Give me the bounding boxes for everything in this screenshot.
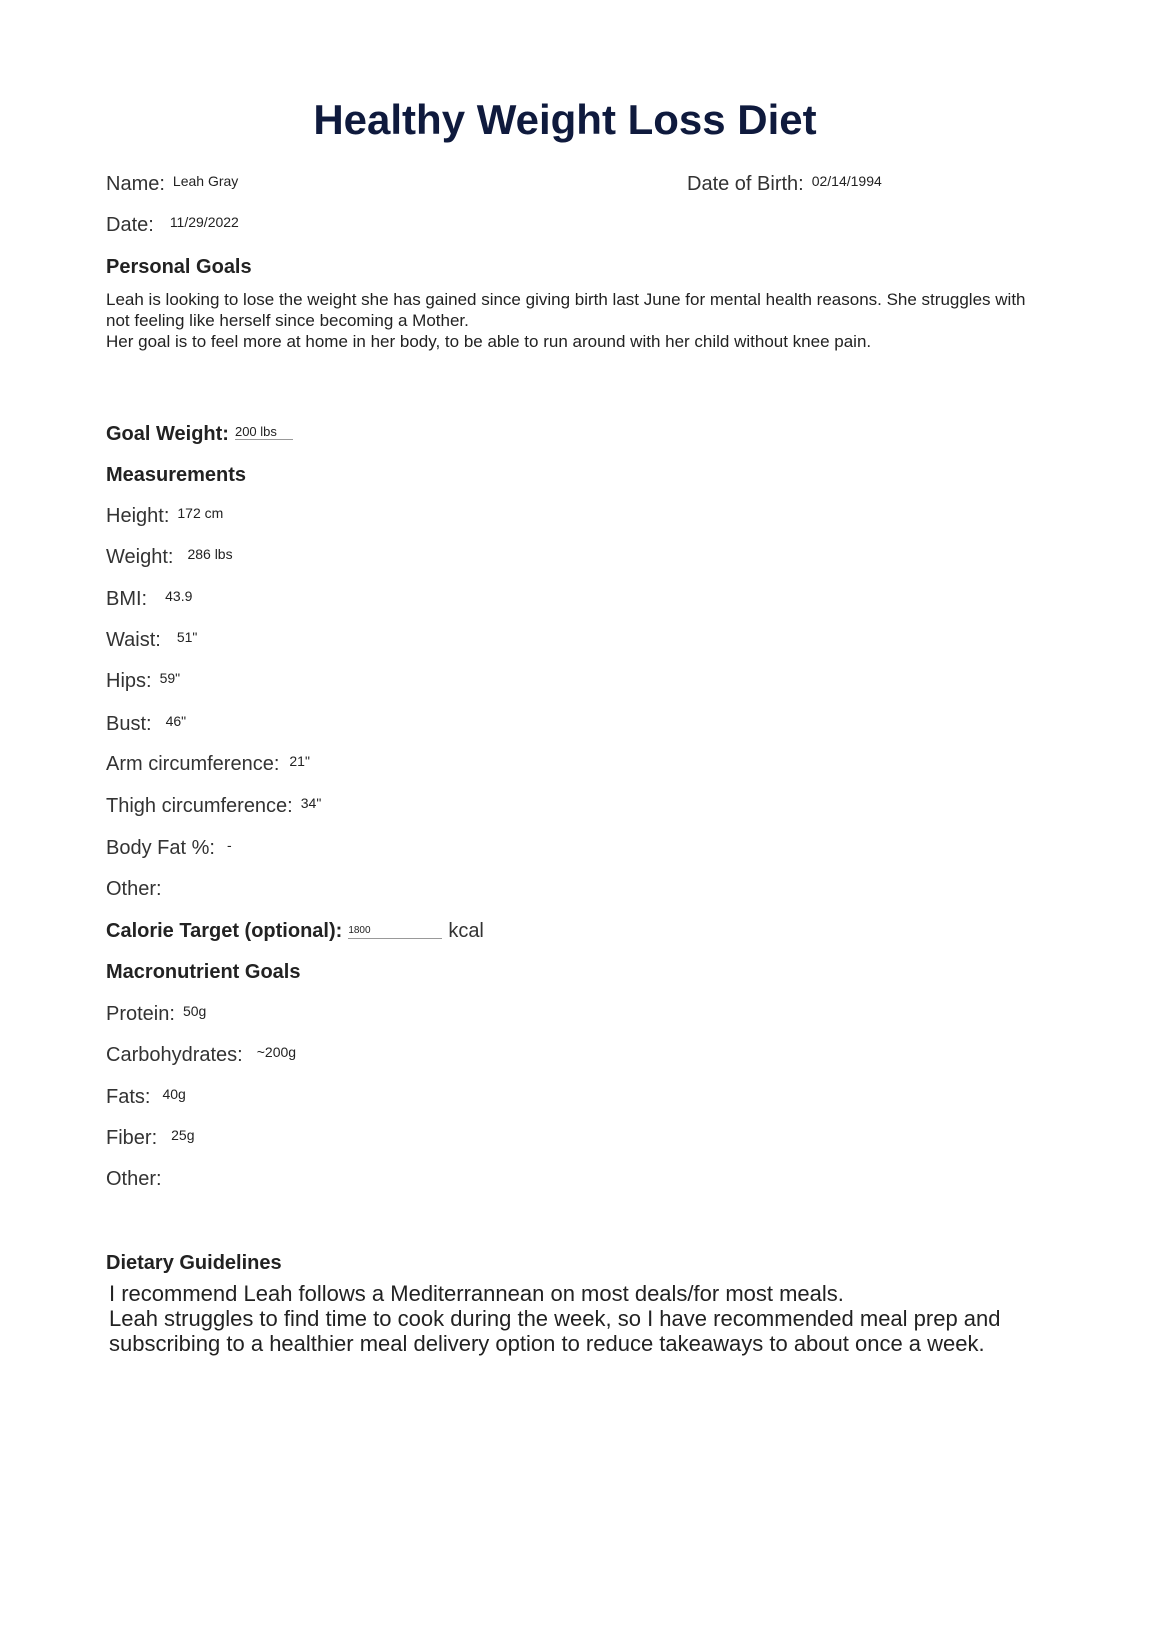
- measurement-label: Hips:: [106, 670, 152, 692]
- measurement-body-fat: [106, 837, 232, 860]
- personal-goals-line-1: Leah is looking to lose the weight she has gained since giving birth last June for mental health reasons. She struggles with not feeling like herself since becoming a Mother.: [106, 290, 1026, 330]
- measurement-weight: [106, 546, 233, 569]
- dietary-guidelines-line-2: Leah struggles to find time to cook during the week, so I have recommended meal prep and subscribing to a healthier meal delivery option to reduce takeaways to about once a week.: [109, 1306, 1001, 1356]
- measurement-label: Body Fat %:: [106, 837, 215, 859]
- personal-goals-heading: Personal Goals: [106, 256, 252, 278]
- macro-label: Fats:: [106, 1086, 151, 1108]
- page-title: Healthy Weight Loss Diet: [313, 96, 817, 143]
- measurement-height: [106, 505, 223, 528]
- measurement-value: 34": [300, 795, 322, 811]
- macro-value: 40g: [162, 1086, 186, 1102]
- measurement-bmi: [106, 588, 192, 611]
- name-value: Leah Gray: [172, 173, 239, 189]
- goal-weight-value: 200 lbs: [235, 425, 293, 440]
- calorie-target-label: Calorie Target (optional):: [106, 920, 343, 942]
- macro-protein: [106, 1003, 206, 1026]
- personal-goals-text: [106, 289, 1046, 352]
- dob-value: 02/14/1994: [811, 173, 882, 189]
- measurement-other: [106, 878, 170, 901]
- measurements-heading: Measurements: [106, 464, 247, 486]
- dietary-guidelines-line-1: I recommend Leah follows a Mediterrannean on most deals/for most meals.: [109, 1281, 844, 1306]
- measurement-value: 46": [165, 713, 187, 729]
- measurement-bust: [106, 713, 186, 736]
- measurement-value: 172 cm: [177, 505, 224, 521]
- dietary-guidelines-heading: Dietary Guidelines: [106, 1252, 282, 1274]
- goal-weight-label: Goal Weight:: [106, 423, 229, 445]
- measurement-value: 51": [176, 629, 198, 645]
- measurement-thigh: [106, 795, 321, 818]
- macro-label: Carbohydrates:: [106, 1044, 243, 1066]
- measurement-label: Other:: [106, 878, 162, 900]
- date-value: 11/29/2022: [169, 214, 239, 230]
- measurement-label: Thigh circumference:: [106, 795, 293, 817]
- measurement-value: -: [226, 837, 232, 853]
- measurement-label: Waist:: [106, 629, 161, 651]
- macro-value: 50g: [182, 1003, 207, 1019]
- calorie-unit: kcal: [448, 920, 484, 942]
- macro-value: 25g: [171, 1127, 195, 1143]
- macros-heading: Macronutrient Goals: [106, 961, 301, 983]
- macro-fiber: [106, 1127, 194, 1150]
- measurement-label: Weight:: [106, 546, 174, 568]
- macro-label: Fiber:: [106, 1127, 158, 1149]
- dob-field: [687, 173, 882, 196]
- measurement-label: Bust:: [106, 713, 152, 735]
- macro-other: [106, 1168, 170, 1191]
- dietary-guidelines-text: [109, 1281, 1039, 1356]
- date-label: Date:: [106, 214, 154, 236]
- measurement-value: 59": [159, 670, 181, 686]
- calorie-target-field: [106, 920, 484, 943]
- measurement-arm: [106, 753, 310, 776]
- macro-carbohydrates: [106, 1044, 296, 1067]
- macro-value: ~200g: [256, 1044, 297, 1060]
- macro-label: Protein:: [106, 1003, 175, 1025]
- measurement-value: 43.9: [165, 588, 193, 604]
- measurement-hips: [106, 670, 180, 693]
- measurement-value: 21": [289, 753, 310, 769]
- measurement-label: Arm circumference:: [106, 753, 280, 775]
- measurement-value: 286 lbs: [187, 546, 233, 562]
- personal-goals-line-2: Her goal is to feel more at home in her body, to be able to run around with her child without knee pain.: [106, 332, 872, 351]
- name-label: Name:: [106, 173, 165, 195]
- date-field: [106, 214, 239, 237]
- macro-label: Other:: [106, 1168, 162, 1190]
- measurement-label: Height:: [106, 505, 170, 527]
- dob-label: Date of Birth:: [687, 173, 804, 195]
- calorie-target-value: 1800: [348, 924, 442, 939]
- measurement-label: BMI:: [106, 588, 148, 610]
- name-field: [106, 173, 238, 196]
- macro-fats: [106, 1086, 186, 1109]
- goal-weight-field: [106, 423, 293, 446]
- measurement-waist: [106, 629, 197, 652]
